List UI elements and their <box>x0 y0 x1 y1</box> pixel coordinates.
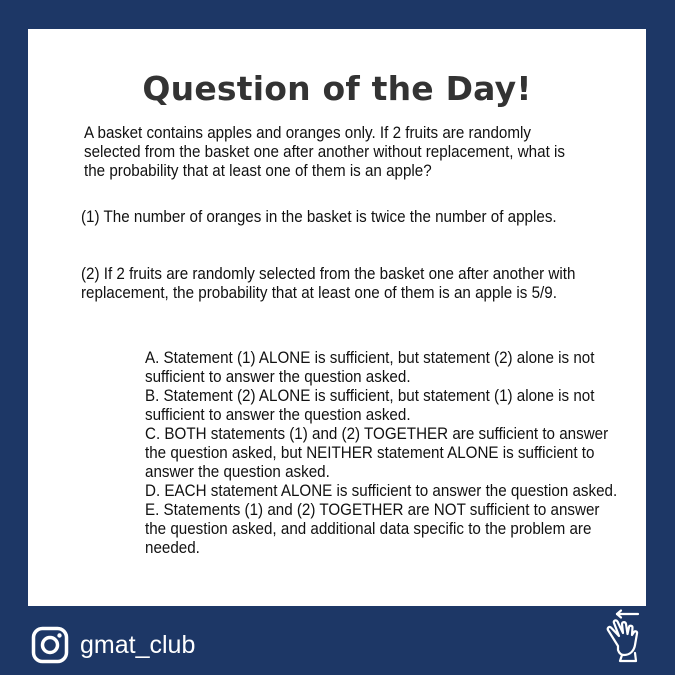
question-text: A basket contains apples and oranges only. If 2 fruits are randomly selected from the basket one after another without replacement, what is the probability that at least one of them is an apple? <box>84 124 565 180</box>
statement-1: (1) The number of oranges in the basket is twice the number of apples. <box>81 208 557 226</box>
page-title: Question of the Day! <box>142 69 532 108</box>
instagram-handle[interactable]: gmat_club <box>80 631 196 659</box>
question-card <box>28 29 646 606</box>
option-b: B. Statement (2) ALONE is sufficient, but statement (1) alone is not sufficient to answer the question asked. <box>145 387 595 424</box>
statement-2: (2) If 2 fruits are randomly selected from the basket one after another with replacement, the probability that at least one of them is an apple is 5/9. <box>81 265 576 302</box>
option-d: D. EACH statement ALONE is sufficient to answer the question asked. <box>145 482 618 500</box>
answer-options <box>145 349 623 558</box>
option-a: A. Statement (1) ALONE is sufficient, but statement (2) alone is not sufficient to answer the question asked. <box>145 349 595 386</box>
option-e: E. Statements (1) and (2) TOGETHER are NOT sufficient to answer the question asked, and additional data specific to the problem are needed. <box>145 501 600 557</box>
swipe-hand-icon[interactable] <box>600 608 646 664</box>
option-c: C. BOTH statements (1) and (2) TOGETHER are sufficient to answer the question asked, but NEITHER statement ALONE is sufficient to answer the question asked. <box>145 425 609 481</box>
instagram-icon[interactable] <box>31 626 69 664</box>
